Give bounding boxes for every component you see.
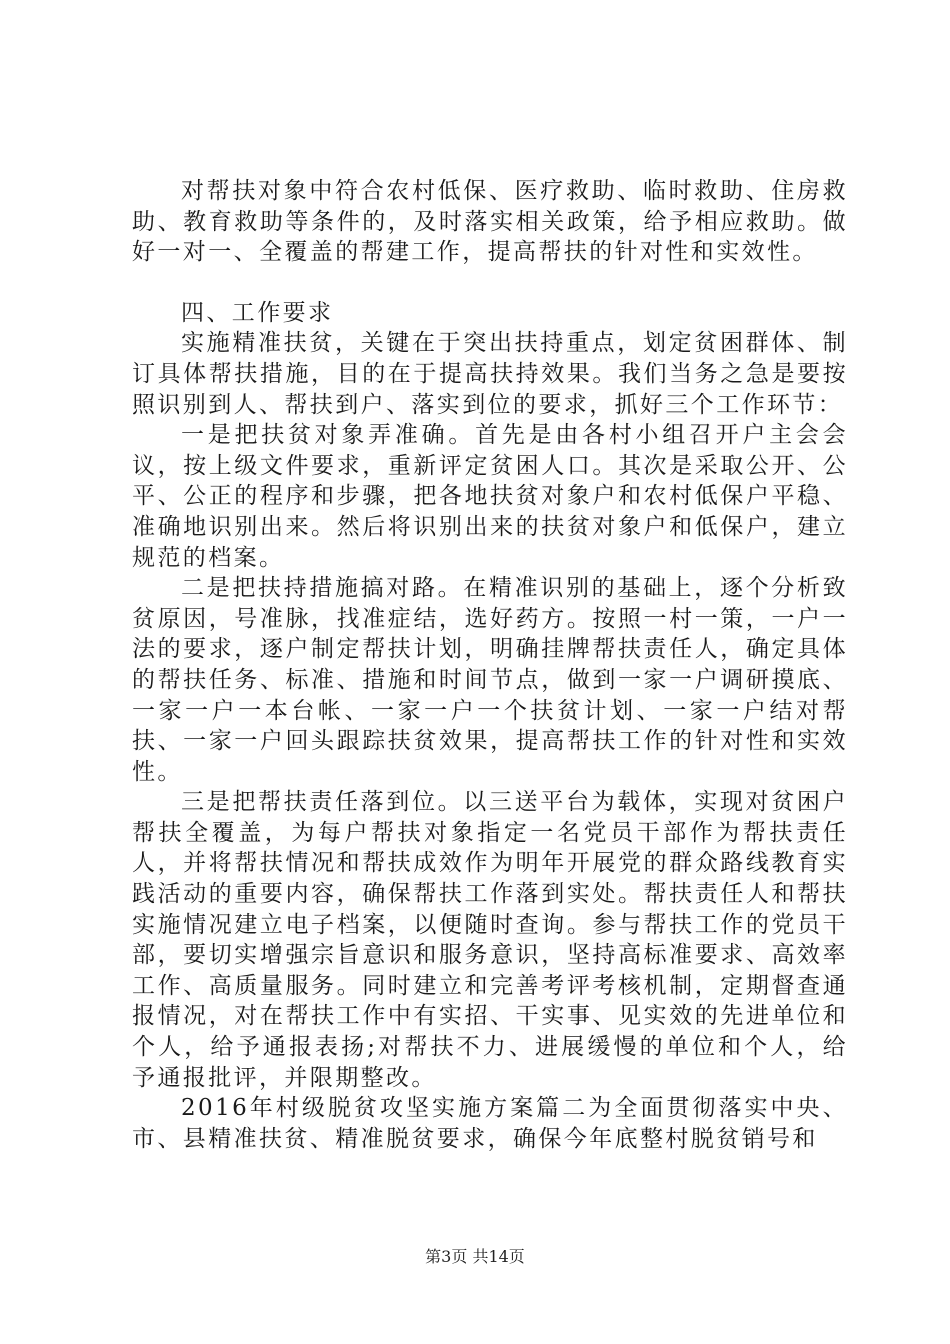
section-heading: 四、工作要求 [181,299,334,326]
paragraph-step-one: 一是把扶贫对象弄准确。首先是由各村小组召开户主会会议，按上级文件要求，重新评定贫困人口。其次是采取公开、公平、公正的程序和步骤，把各地扶贫对象户和农村低保户平稳、准确地识别出来。然后将识别出来的扶贫对象户和低保户，建立规范的档案。 [132,422,848,571]
document-body [132,176,848,1154]
paragraph-step-three: 三是把帮扶责任落到位。以三送平台为载体，实现对贫困户帮扶全覆盖，为每户帮扶对象指定一名党员干部作为帮扶责任人，并将帮扶情况和帮扶成效作为明年开展党的群众路线教育实践活动的重要内容，确保帮扶工作落到实处。帮扶责任人和帮扶实施情况建立电子档案，以便随时查询。参与帮扶工作的党员干部，要切实增强宗旨意识和服务意识，坚持高标准要求、高效率工作、高质量服务。同时建立和完善考评考核机制，定期督查通报情况，对在帮扶工作中有实招、干实事、见实效的先进单位和个人，给予通报表扬;对帮扶不力、进展缓慢的单位和个人，给予通报批评，并限期整改。 [132,789,848,1091]
paragraph-assistance: 对帮扶对象中符合农村低保、医疗救助、临时救助、住房救助、教育救助等条件的，及时落实相关政策，给予相应救助。做好一对一、全覆盖的帮建工作，提高帮扶的针对性和实效性。 [132,178,848,266]
paragraph-step-two: 二是把扶持措施搞对路。在精准识别的基础上，逐个分析致贫原因，号准脉，找准症结，选好药方。按照一村一策，一户一法的要求，逐户制定帮扶计划，明确挂牌帮扶责任人，确定具体的帮扶任务、标准、措施和时间节点，做到一家一户调研摸底、一家一户一本台帐、一家一户一个扶贫计划、一家一户结对帮扶、一家一户回头跟踪扶贫效果，提高帮扶工作的针对性和实效性。 [132,575,848,785]
paragraph-intro: 实施精准扶贫，关键在于突出扶持重点，划定贫困群体、制订具体帮扶措施，目的在于提高扶持效果。我们当务之急是要按照识别到人、帮扶到户、落实到位的要求，抓好三个工作环节： [132,330,848,418]
paragraph-spacer [132,268,848,298]
paragraph-plan-two: 2016年村级脱贫攻坚实施方案篇二为全面贯彻落实中央、市、县精准扶贫、精准脱贫要求，确保今年底整村脱贫销号和 [132,1095,848,1152]
page-number: 第3页 共14页 [425,1247,525,1266]
